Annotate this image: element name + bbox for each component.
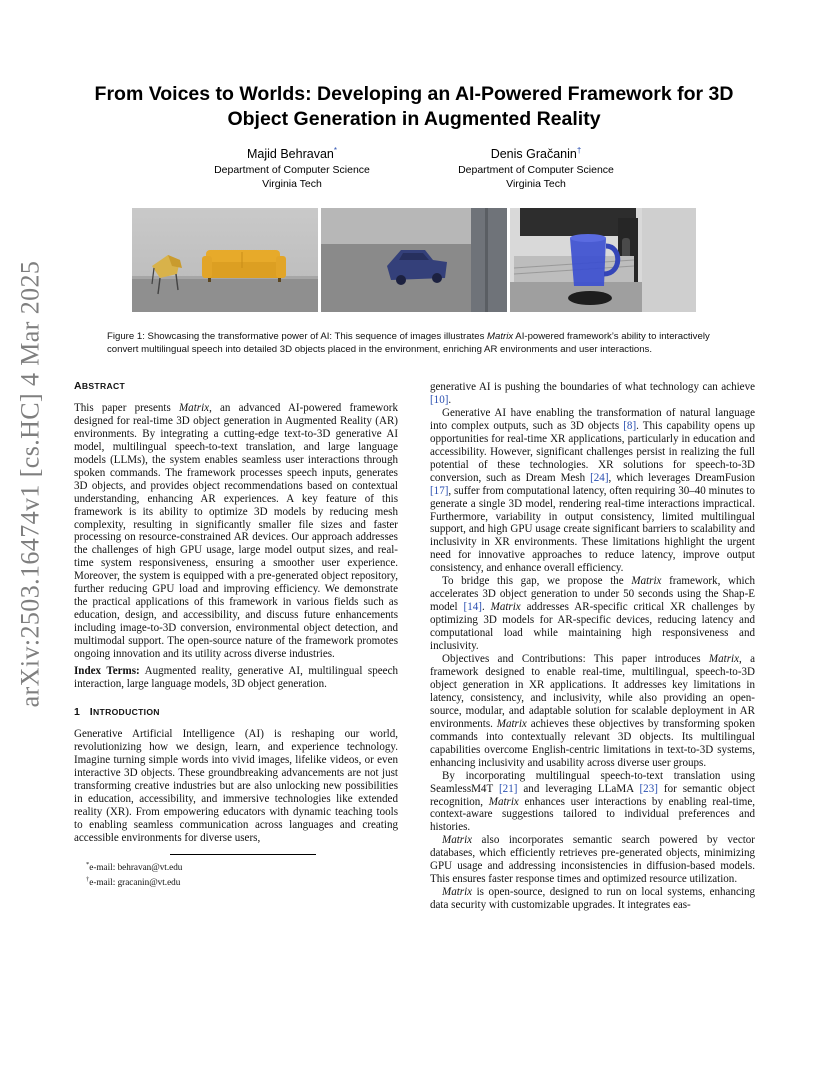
- footnote-divider: [170, 854, 316, 855]
- figure-image-car: [321, 208, 507, 312]
- caption-text: Showcasing the transformative power of AI: This sequence of images illustrates: [144, 331, 488, 342]
- paragraph-open-source: Matrix is open-source, designed to run on local systems, enhancing data security with customizable upgrades. It integrates eas-: [430, 886, 755, 912]
- citation-link[interactable]: [21]: [499, 782, 518, 795]
- paper-title: From Voices to Worlds: Developing an AI-Powered Framework for 3D Object Generation in Augmented Reality: [94, 83, 734, 130]
- introduction-paragraph: Generative Artificial Intelligence (AI) is reshaping our world, revolutionizing how we design, learn, and experience technology. Imagine turning simple words into vivid images, lifelike videos, or even interactive 3D objects. These groundbreaking advancements are not just transforming creative industries but are also unlocking new possibilities in education, accessibility, and immersive technologies like extended reality (XR). From empowering educators with dynamic teaching tools to enabling seamless communication across languages and creating accessible environments for diverse users,: [74, 727, 398, 844]
- left-column: [74, 380, 398, 889]
- index-terms: Index Terms: Augmented reality, generative AI, multilingual speech interaction, large language models, 3D object generation.: [74, 665, 398, 690]
- arxiv-identifier-stamp: [6, 260, 54, 708]
- caption-emphasis: Matrix: [487, 331, 514, 342]
- paragraph-semantic-search: Matrix also incorporates semantic search powered by vector databases, which efficiently retrieves pre-generated objects, minimizing GPU usage and addressing inconsistencies in diffusion-based models. This ensures faster response times and optimized resource utilization.: [430, 834, 755, 886]
- author-institution: Virginia Tech: [506, 178, 566, 191]
- citation-link[interactable]: [17]: [430, 484, 449, 497]
- author-mark: †: [576, 146, 582, 155]
- introduction-heading: 1 INTRODUCTION: [74, 705, 160, 718]
- figure-1-caption: [107, 330, 727, 356]
- paragraph-continued: generative AI is pushing the boundaries of what technology can achieve [10].: [430, 381, 755, 406]
- index-terms-label: Index Terms:: [74, 665, 140, 678]
- paragraph-challenges: Generative AI have enabling the transformation of natural language into complex outputs, such as 3D objects [8]. This capability opens up opportunities for real-time XR applications, particularly in education and accessibility. However, significant challenges persist in realizing the full potential of these technologies. XR solutions for speech-to-3D conversion, such as Dream Mesh [24], which leverages DreamFusion [17], suffer from computational latency, often requiring 30–40 minutes to generate a single 3D model, rendering real-time interactions impractical. Furthermore, variability in output consistency, limited multilingual support, and high GPU usage create significant barriers to scalability and inclusivity in XR environments. These limitations highlight the urgent need for innovative approaches to reduce latency, improve output consistency, and enhance overall efficiency.: [430, 406, 755, 575]
- abstract-paragraph: This paper presents Matrix, an advanced AI-powered framework designed for real-time 3D object generation in Augmented Reality (AR) environments. By integrating a cutting-edge text-to-3D generative AI model, multilingual speech-to-text translation, and large language models (LLMs), the system enables seamless user interactions through spoken commands. The framework processes speech inputs, generates 3D objects, and provides object recommendations based on contextual understanding, enhancing AR experiences. A key feature of this framework is its ability to optimize 3D models by reducing mesh complexity, resulting in significantly smaller file sizes and faster processing on resource-constrained AR devices. Our approach addresses the challenges of high GPU usage, large model output sizes, and real-time system responsiveness, ensuring a smoother user experience. Moreover, the system is equipped with a pre-generated object repository, further reducing GPU load and improving efficiency. We demonstrate the practical applications of this framework in various fields such as education, design, and accessibility, and discuss future enhancements including image-to-3D conversion, environmental object detection, and multimodal support. The open-source nature of the framework promotes ongoing innovation and its utility across diverse industries.: [74, 401, 398, 661]
- author-department: Department of Computer Science: [214, 164, 370, 177]
- figure-image-mug: [510, 208, 696, 312]
- author-department: Department of Computer Science: [458, 164, 614, 177]
- footnote-1: *e-mail: behravan@vt.edu: [86, 861, 183, 873]
- citation-link[interactable]: [24]: [590, 471, 609, 484]
- paragraph-multilingual: By incorporating multilingual speech-to-text translation using SeamlessM4T [21] and leveraging LLaMA [23] for semantic object recognition, Matrix enhances user interactions by enabling real-time, context-aware suggestions tailored to individual preferences and histories.: [430, 769, 755, 834]
- figure-1-images: [132, 208, 696, 312]
- author-institution: Virginia Tech: [262, 178, 322, 191]
- right-column: [430, 381, 755, 912]
- paragraph-contributions: Objectives and Contributions: This paper introduces Matrix, a framework designed to enable real-time, multilingual, speech-to-3D object generation in XR applications. It addresses key limitations in latency, consistency, and inclusivity, while also providing an open-source, modular, and adaptable solution for scalable deployment in AR environments. Matrix achieves these objectives by transforming spoken commands into contextually relevant 3D objects. Its multilingual capabilities overcome English-centric limitations in text-to-3D systems, enhancing inclusivity and usability across diverse user groups.: [430, 653, 755, 769]
- citation-link[interactable]: [23]: [639, 782, 658, 795]
- abstract-heading: ABSTRACT: [74, 380, 126, 392]
- figure-image-chair-sofa: [132, 208, 318, 312]
- author-name: Majid Behravan: [247, 147, 334, 162]
- citation-link[interactable]: [8]: [623, 419, 637, 432]
- author-name: Denis Gračanin: [490, 147, 577, 162]
- paragraph-proposal: To bridge this gap, we propose the Matrix framework, which accelerates 3D object generation to under 50 seconds using the Shap-E model [14]. Matrix addresses AR-specific critical XR challenges by optimizing 3D models for AR-specific devices, reducing latency and computational load while maintaining high responsiveness and inclusivity.: [430, 575, 755, 653]
- author-block-1: [172, 142, 412, 191]
- caption-text: AI-powered framework’s ability to interactively convert multilingual speech into detailed 3D objects placed in the environment, enriching AR environments and user interactions.: [107, 331, 710, 356]
- author-mark: *: [333, 146, 337, 155]
- figure-label: Figure 1:: [107, 331, 145, 342]
- arxiv-identifier: arXiv:2503.16474v1 [cs.HC] 4 Mar 2025: [15, 260, 45, 708]
- footnote-2: †e-mail: gracanin@vt.edu: [86, 876, 181, 888]
- citation-link[interactable]: [14]: [463, 601, 482, 614]
- author-block-2: [416, 142, 656, 191]
- citation-link[interactable]: [10]: [430, 393, 449, 406]
